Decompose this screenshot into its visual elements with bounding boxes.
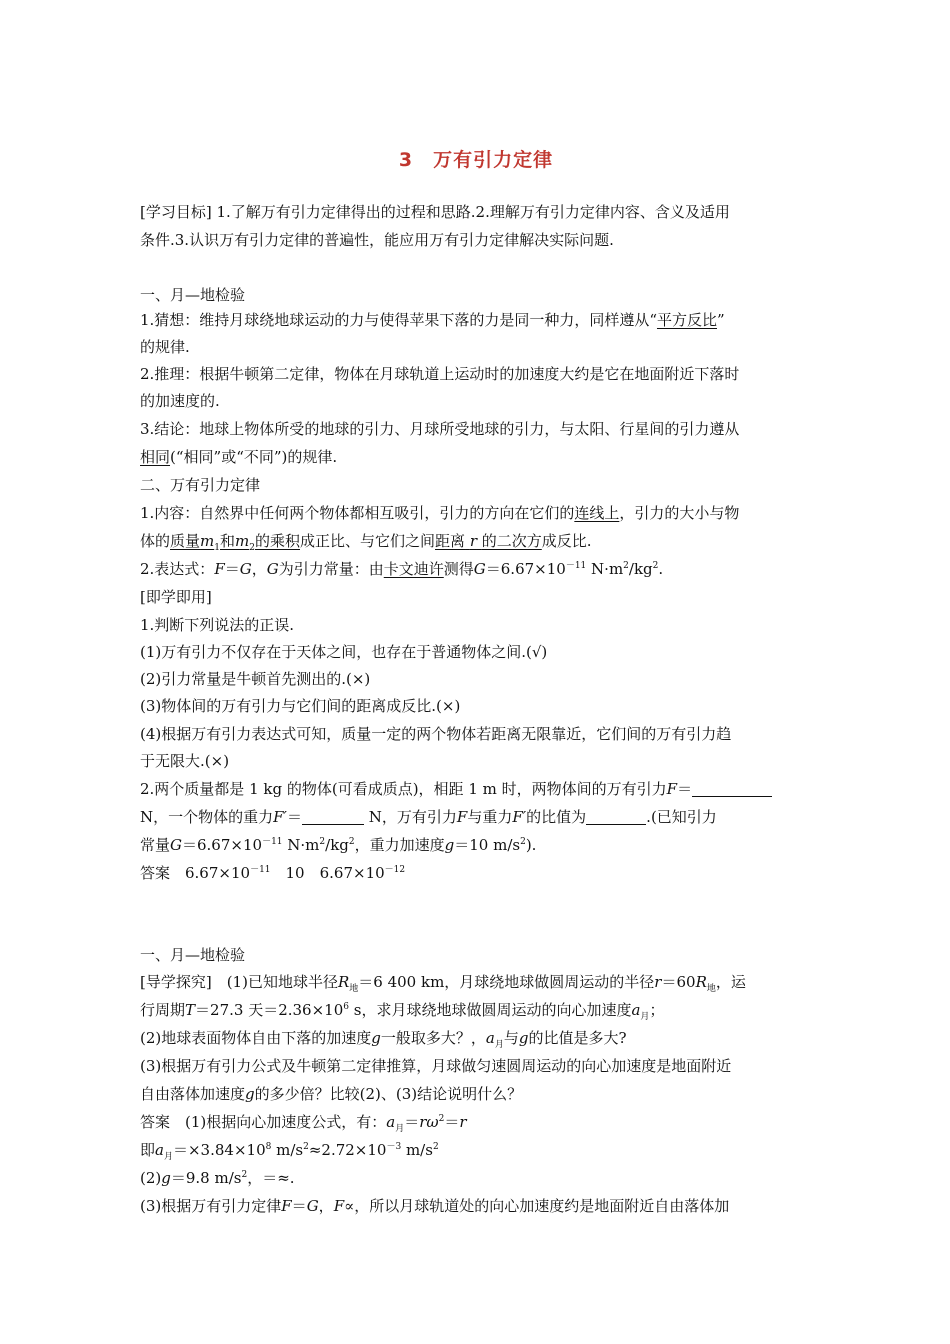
question-2 [140,775,812,803]
text: (“相同”或“不同”)的规律. [170,448,338,466]
paragraph-conclusion: 3.结论：地球上物体所受的地球的引力、月球所受地球的引力，与太阳、行星间的引力遵从 [140,420,740,438]
text: ＝6.67×10 [485,560,566,578]
symbol: m [235,532,250,550]
text: 的多少倍？比较(2)、(3)结论说明什么？ [254,1085,523,1103]
paragraph-guess-cont: 的规律. [140,338,190,356]
superscript: －12 [384,865,406,875]
objectives-line-2: 条件.3.认识万有引力定律的普遍性，能应用万有引力定律解决实际问题. [140,231,614,249]
text: N·m [282,836,320,854]
paragraph-content [140,499,812,527]
paragraph-reasoning: 2.推理：根据牛顿第二定律，物体在月球轨道上运动时的加速度大约是它在地面附近下落时 [140,365,740,383]
section-heading-law: 二、万有引力定律 [140,476,261,494]
superscript: 2 [241,1170,248,1180]
text: ＝6.67×10 [182,836,263,854]
symbol: g [161,1169,171,1187]
subscript: 月 [163,1152,173,1162]
underlined-answer [170,532,300,553]
text: ＝ [444,1113,460,1131]
symbol: a [155,1141,164,1159]
text: 测得 [443,560,474,578]
text: 自由落体加速度 [140,1085,246,1103]
text: 的比值为 [526,808,587,826]
superscript: 2 [432,1142,439,1152]
text: 距离 [435,532,466,550]
symbol: R [695,973,707,991]
text: N，万有引力 [363,808,457,826]
superscript: －11 [250,865,271,875]
symbol: G [306,1197,319,1215]
text: 质量 [170,532,201,550]
text: 答案 (1)根据向心加速度公式，有： [140,1113,387,1131]
symbol: r [459,1113,467,1131]
judgement-item-4-cont: 于无限大.(×) [140,752,230,770]
paragraph-conclusion-cont [140,443,812,471]
text: . [658,560,664,578]
symbol: a [631,1001,641,1019]
text: ＝27.3 天＝2.36×10 [195,1001,344,1019]
text: m/s [401,1141,433,1159]
symbol: R [337,973,350,991]
text: ≈2.72×10 [308,1141,387,1159]
symbol: G [266,560,279,578]
text: ， [318,1197,334,1215]
text: (2) [140,1169,162,1187]
subscript: 月 [395,1124,405,1134]
text: 与 [503,1029,519,1047]
text: 1.内容：自然界中任何两个物体都相互吸引，引力的方向在它们的 [140,504,575,522]
text: ＝60 [661,973,696,991]
symbol: ω [426,1113,439,1131]
text: ，引力的大小与物 [619,504,740,522]
text: /kg [628,560,653,578]
text: s，求月球绕地球做圆周运动的向心加速度 [349,1001,632,1019]
text: 2.两个质量都是 1 kg 的物体(可看成质点)，相距 1 m 时，两物体间的万有引力 [140,780,667,798]
symbol: F [333,1197,345,1215]
symbol: a [386,1113,396,1131]
text: (2)地球表面物体自由下落的加速度 [140,1029,372,1047]
symbol: G [239,560,252,578]
symbol: g [518,1029,529,1047]
symbol: F [214,560,225,578]
underlined-answer [435,532,542,550]
text: ，＝≈. [247,1169,295,1187]
text: ， [251,560,267,578]
answer-blank [692,778,772,797]
explore-answer-1 [140,1108,812,1136]
superscript: 2 [520,837,526,847]
superscript: 2 [623,561,629,571]
text: ＝10 m/s [454,836,521,854]
superscript: 2 [319,837,326,847]
text: ； [649,1001,665,1019]
underlined-answer: 连线上 [574,504,620,522]
text: 的乘积 [254,532,300,550]
explore-answer-4 [140,1192,812,1220]
symbol: F [456,808,468,826]
answer-blank [586,806,646,825]
text: 成正比、与它们之间 [300,532,436,550]
text: ＝ [677,780,693,798]
superscript: 2 [348,837,355,847]
superscript: －3 [386,1142,402,1152]
explore-answer-2 [140,1136,812,1164]
text: 10 6.67×10 [270,864,385,882]
document-page [140,0,812,1344]
text: ，重力加速度 [354,836,445,854]
text: ＝ [224,560,240,578]
answer-line [140,859,812,887]
superscript: 2 [652,561,659,571]
symbol: T [185,1001,196,1019]
text: 一般取多大？， [380,1029,486,1047]
subscript: 月 [494,1040,504,1050]
symbol: m [200,532,215,550]
superscript: 6 [343,1002,349,1012]
text: ). [525,836,537,854]
text: /kg [325,836,349,854]
practice-heading: [即学即用] [140,588,212,606]
question-2-cont-2 [140,831,812,859]
explore-answer-3 [140,1164,812,1192]
objectives-line-1: [学习目标] 1.了解万有引力定律得出的过程和思路.2.理解万有引力定律内容、含义及适用 [140,203,730,221]
text: ＝×3.84×10 [172,1141,266,1159]
paragraph-expression [140,555,812,583]
underlined-answer: 卡文迪许 [383,560,444,578]
subscript: 2 [249,543,255,553]
symbol: g [245,1085,255,1103]
text: 体的 [140,532,171,550]
judgement-item-2: (2)引力常量是牛顿首先测出的.(×) [140,670,371,688]
part2-heading: 一、月—地检验 [140,946,246,964]
text: ＝ [404,1113,420,1131]
text: N·m [586,560,624,578]
superscript: 2 [303,1142,309,1152]
text: 常量 [140,836,171,854]
superscript: －11 [565,561,587,571]
text: ＝9.8 m/s [170,1169,242,1187]
subscript: 地 [349,984,359,994]
explore-line-3 [140,1024,812,1052]
judgement-item-4: (4)根据万有引力表达式可知，质量一定的两个物体若距离无限靠近，它们间的万有引力趋 [140,725,732,743]
text: ” [717,311,725,329]
text: 1.猜想：维持月球绕地球运动的力与使得苹果下落的力是同一种力，同样遵从“ [140,311,657,329]
superscript: －11 [262,837,283,847]
text: 的比值是多大? [528,1029,627,1047]
subscript: 地 [706,984,716,994]
symbol: F′ [273,808,287,826]
answer-blank [302,806,364,825]
text: N，一个物体的重力 [140,808,274,826]
text: .(已知引力 [646,808,717,826]
symbol: r [419,1113,427,1131]
text: 即 [140,1141,156,1159]
text: 和 [220,532,236,550]
text: ∝，所以月球轨道处的向心加速度约是地面附近自由落体加 [344,1197,730,1215]
text: 为引力常量：由 [278,560,384,578]
text: ，运 [715,973,746,991]
explore-line-4: (3)根据万有引力公式及牛顿第二定律推算，月球做匀速圆周运动的向心加速度是地面附近 [140,1057,732,1075]
underlined-answer: 相同 [140,448,171,466]
judgement-item-1: (1)万有引力不仅存在于天体之间，也存在于普通物体之间.(√) [140,643,548,661]
superscript: 2 [438,1114,445,1124]
symbol: G [473,560,486,578]
symbol: F [281,1197,292,1215]
text: m/s [271,1141,304,1159]
text: ＝6 400 km，月球绕地球做圆周运动的半径 [358,973,655,991]
symbol: F′ [512,808,527,826]
explore-line-1 [140,968,812,996]
symbol: g [444,836,455,854]
text: ＝ [291,1197,307,1215]
section-heading-moon-earth: 一、月—地检验 [140,286,246,304]
text: 的二次方 [481,532,542,550]
judgement-item-3: (3)物体间的万有引力与它们间的距离成反比.(×) [140,697,461,715]
symbol: F [666,780,678,798]
symbol: a [485,1029,495,1047]
page-title: 3 万有引力定律 [398,149,554,171]
underlined-answer: 平方反比 [656,311,717,329]
question-1: 1.判断下列说法的正误. [140,616,295,634]
explore-line-2 [140,996,812,1024]
symbol: g [371,1029,381,1047]
paragraph-reasoning-cont: 的加速度的. [140,392,220,410]
subscript: 1 [214,543,220,553]
text: 答案 6.67×10 [140,864,251,882]
text: (3)根据万有引力定律 [140,1197,282,1215]
text: 行周期 [140,1001,186,1019]
text: 与重力 [467,808,513,826]
text: 2.表达式： [140,560,215,578]
superscript: 8 [265,1142,272,1152]
explore-line-5 [140,1080,812,1108]
paragraph-guess [140,306,812,334]
text: ＝ [286,808,302,826]
subscript: 月 [640,1012,650,1022]
symbol: r [654,973,662,991]
text: 成反比. [541,532,592,550]
question-2-cont [140,803,812,831]
paragraph-content-cont [140,527,812,555]
symbol: r [469,532,477,550]
text: [导学探究] (1)已知地球半径 [140,973,338,991]
symbol: G [170,836,182,854]
